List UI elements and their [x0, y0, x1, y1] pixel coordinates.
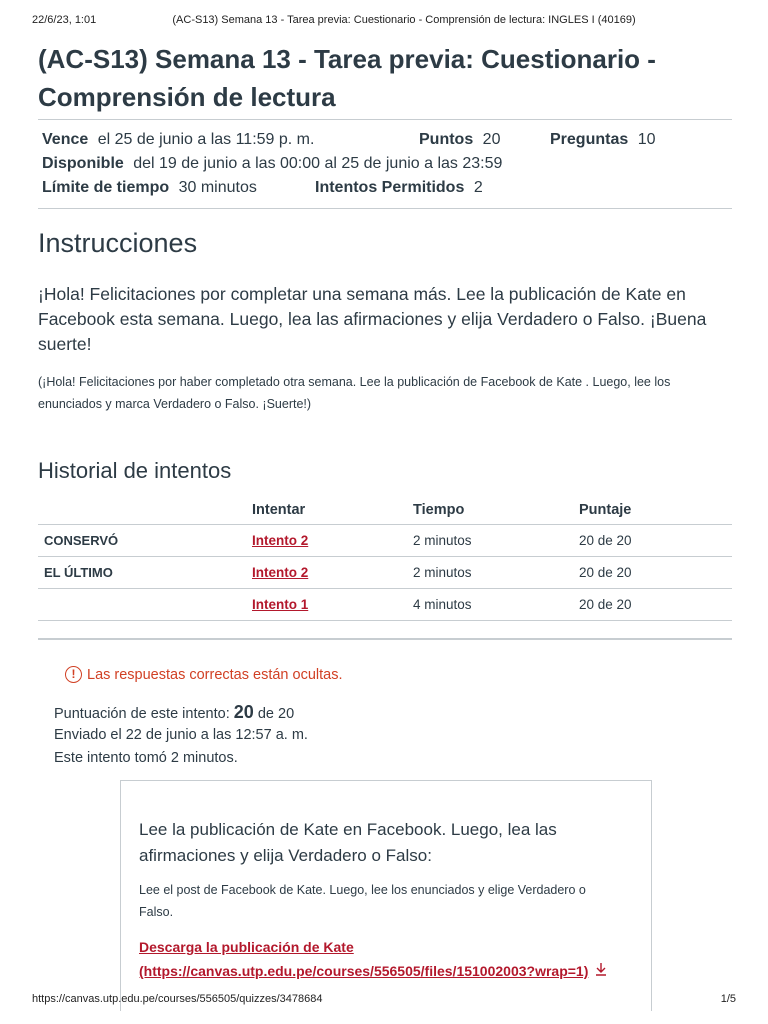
warning-icon: !: [65, 666, 82, 683]
attempt-duration: Este intento tomó 2 minutos.: [54, 750, 238, 766]
table-row: [38, 589, 732, 621]
instructions-text: ¡Hola! Felicitaciones por completar una semana más. Lee la publicación de Kate en Facebook esta semana. Luego, lea las afirmaciones y elija Verdadero o Falso. ¡Buena suerte!: [38, 284, 707, 354]
points: [419, 131, 500, 149]
download-link[interactable]: [139, 935, 629, 983]
row-label: EL ÚLTIMO: [38, 557, 252, 589]
score-value: 20: [233, 702, 254, 722]
submitted-at: Enviado el 22 de junio a las 12:57 a. m.: [54, 727, 308, 743]
table-row: [38, 557, 732, 589]
attempt-link[interactable]: Intento 1: [252, 597, 309, 612]
print-document-title: (AC-S13) Semana 13 - Tarea previa: Cuestionario - Comprensión de lectura: INGLES I (40169): [172, 14, 636, 26]
availability: [42, 155, 502, 173]
attempt-score: 20 de 20: [579, 589, 732, 621]
divider: [38, 119, 732, 120]
available-label: Disponible: [42, 155, 124, 172]
column-header: Intentar: [252, 496, 413, 525]
row-label: CONSERVÓ: [38, 525, 252, 557]
due-date: [42, 131, 314, 149]
attempts-label: Intentos Permitidos: [315, 179, 465, 196]
score-suffix: de 20: [257, 706, 295, 722]
divider: [38, 208, 732, 209]
instructions-subtext: (¡Hola! Felicitaciones por haber completado otra semana. Lee la publicación de Facebook de Kate . Luego, lee los enunciados y marca Verdadero o Falso. ¡Suerte!): [38, 375, 671, 411]
time-limit-label: Límite de tiempo: [42, 179, 170, 196]
time-limit: [42, 179, 257, 197]
question-card: [120, 780, 652, 1011]
history-heading: Historial de intentos: [38, 458, 232, 483]
due-label: Vence: [42, 131, 89, 148]
available-value: del 19 de junio a las 00:00 al 25 de junio a las 23:59: [133, 155, 503, 172]
column-header: Puntaje: [579, 496, 732, 525]
table-header-row: [38, 496, 732, 525]
download-link-label[interactable]: Descarga la publicación de Kate: [139, 939, 354, 955]
attempts-value: 2: [473, 179, 483, 196]
question-text: Lee la publicación de Kate en Facebook. Luego, lea las afirmaciones y elija Verdadero o Falso:: [139, 820, 557, 865]
attempt-time: 2 minutos: [413, 525, 579, 557]
points-value: 20: [482, 131, 501, 148]
attempt-link[interactable]: Intento 2: [252, 565, 309, 580]
attempt-time: 2 minutos: [413, 557, 579, 589]
divider: [38, 638, 732, 640]
print-footer: [32, 993, 736, 1005]
attempts-allowed: [315, 179, 483, 197]
time-limit-value: 30 minutos: [178, 179, 257, 196]
questions-label: Preguntas: [550, 131, 629, 148]
download-link-url[interactable]: (https://canvas.utp.edu.pe/courses/556505/files/151002003?wrap=1): [139, 963, 589, 979]
questions-value: 10: [637, 131, 656, 148]
print-date: 22/6/23, 1:01: [32, 14, 97, 26]
column-header: [38, 496, 252, 525]
attempt-score: 20 de 20: [579, 557, 732, 589]
answers-hidden-text: Las respuestas correctas están ocultas.: [87, 666, 343, 683]
attempt-time: 4 minutos: [413, 589, 579, 621]
questions-count: [550, 131, 656, 149]
points-label: Puntos: [419, 131, 474, 148]
due-value: el 25 de junio a las 11:59 p. m.: [97, 131, 315, 148]
download-icon[interactable]: [594, 959, 608, 983]
attempt-score-summary: [54, 702, 294, 723]
page-number: 1/5: [720, 993, 736, 1005]
row-label: [38, 589, 252, 621]
question-subtext: Lee el post de Facebook de Kate. Luego, lee los enunciados y elige Verdadero o Falso.: [139, 883, 586, 919]
column-header: Tiempo: [413, 496, 579, 525]
instructions-heading: Instrucciones: [38, 228, 198, 258]
attempt-link[interactable]: Intento 2: [252, 533, 309, 548]
page-title: (AC-S13) Semana 13 - Tarea previa: Cuestionario - Comprensión de lectura: [38, 44, 656, 112]
table-row: [38, 525, 732, 557]
print-url: https://canvas.utp.edu.pe/courses/556505/quizzes/3478684: [32, 993, 323, 1005]
score-prefix: Puntuación de este intento:: [54, 706, 230, 722]
answers-hidden-notice: [65, 666, 343, 683]
attempt-score: 20 de 20: [579, 525, 732, 557]
attempt-history-table: [38, 496, 732, 621]
